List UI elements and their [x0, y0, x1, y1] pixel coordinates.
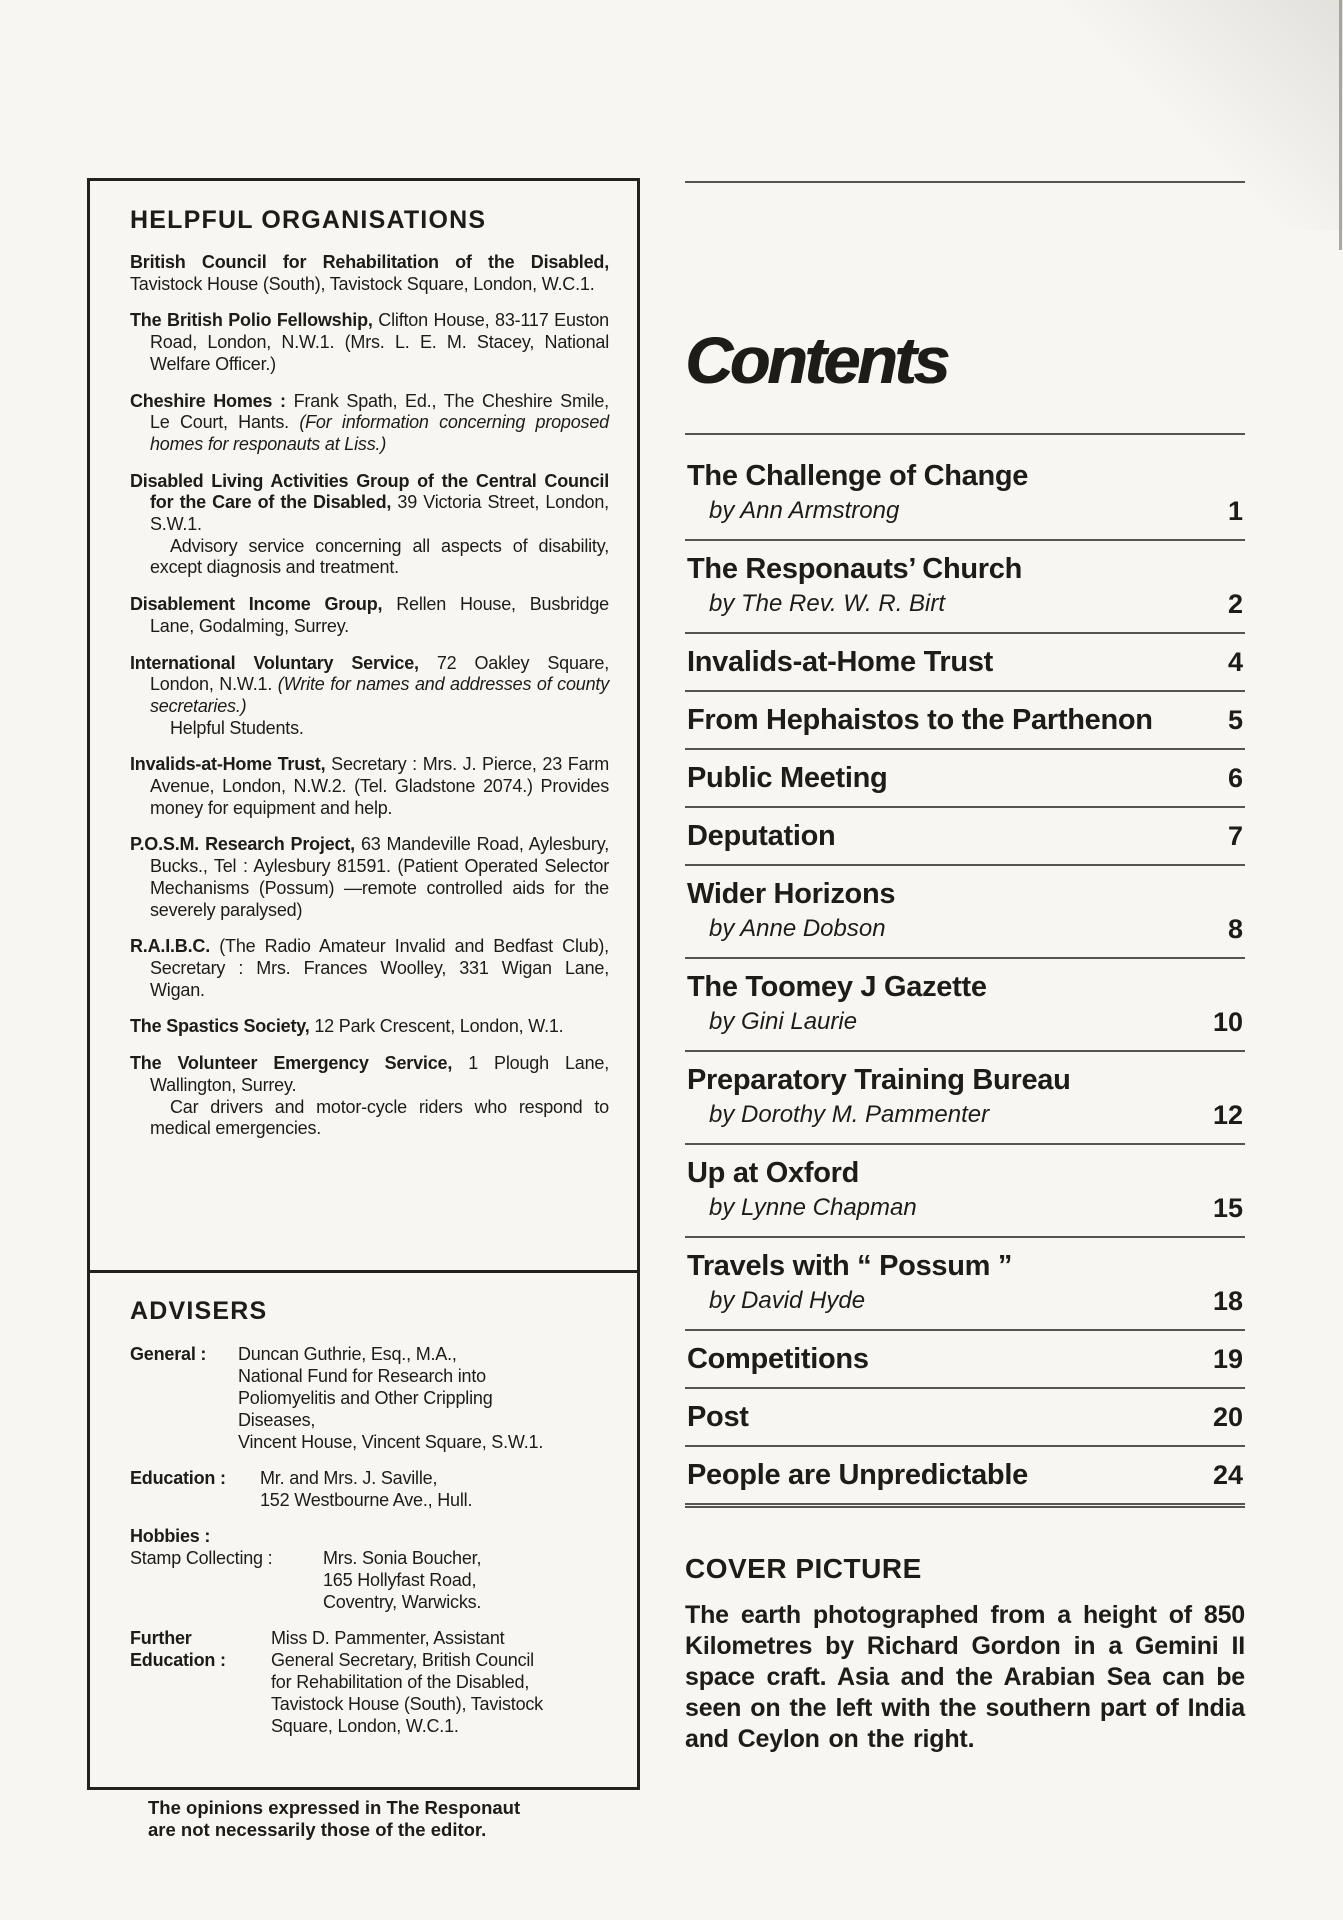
contents-row — [685, 1050, 1245, 1143]
article-title: The Challenge of Change — [687, 460, 1029, 492]
contents-list — [685, 433, 1245, 1503]
adviser-value-line: Coventry, Warwicks. — [323, 1592, 482, 1612]
org-detail: Clifton House, 83-117 Euston Road, London, N.W.1. (Mrs. L. E. M. Stacey, National Welfare Officer.) — [150, 310, 609, 374]
adviser-value-line: 165 Hollyfast Road, — [323, 1570, 477, 1590]
scan-edge-artifact — [1339, 0, 1342, 250]
adviser-value-line: Duncan Guthrie, Esq., M.A., — [238, 1344, 457, 1364]
org-detail: Frank Spath, Ed., The Cheshire Smile, Le Court, Hants. — [150, 390, 609, 433]
contents-row-text — [687, 878, 1218, 946]
article-page-number: 5 — [1227, 705, 1243, 735]
advisers-list — [130, 1343, 609, 1737]
contents-row-text — [687, 1250, 1203, 1318]
org-entry — [130, 471, 609, 580]
contents-row-text — [687, 1401, 1203, 1434]
contents-row — [685, 1387, 1245, 1445]
contents-row — [685, 1329, 1245, 1387]
contents-row — [685, 433, 1245, 539]
org-detail: (For information concerning proposed homes for responauts at Liss.) — [150, 412, 609, 454]
article-page-number: 24 — [1212, 1460, 1243, 1490]
org-name: Disabled Living Activities Group of the Central Council for the Care of the Disabled, — [130, 470, 609, 513]
org-detail: (Write for names and addresses of county secretaries.) — [150, 674, 610, 716]
org-name: The British Polio Fellowship, — [130, 310, 373, 331]
adviser-label — [130, 1467, 260, 1511]
article-byline: by David Hyde — [709, 1287, 866, 1314]
article-page-number: 10 — [1212, 1007, 1243, 1037]
adviser-row — [130, 1467, 609, 1511]
article-page-number: 19 — [1212, 1344, 1243, 1374]
contents-row — [685, 957, 1245, 1050]
contents-row-text — [687, 646, 1218, 679]
org-detail: 72 Oakley Square, London, N.W.1. — [150, 652, 609, 695]
org-name: R.A.I.B.C. — [130, 936, 211, 957]
contents-row — [685, 864, 1245, 957]
org-entry — [130, 936, 609, 1001]
contents-row — [685, 539, 1245, 632]
adviser-value-line: Miss D. Pammenter, Assistant — [271, 1628, 505, 1648]
top-rule — [685, 181, 1245, 183]
adviser-label — [130, 1627, 271, 1737]
contents-row-text — [687, 1157, 1203, 1225]
article-byline: by Dorothy M. Pammenter — [709, 1101, 990, 1128]
article-title: Post — [687, 1401, 749, 1433]
contents-row — [685, 806, 1245, 864]
contents-row-text — [687, 820, 1218, 853]
adviser-value — [323, 1547, 609, 1613]
org-entry-note: Helpful Students. — [170, 717, 304, 738]
article-page-number: 6 — [1227, 763, 1243, 793]
left-box — [87, 178, 640, 1790]
contents-row — [685, 632, 1245, 690]
org-entry — [130, 754, 609, 819]
contents-row — [685, 690, 1245, 748]
org-name: British Council for Rehabilitation of the Disabled, — [130, 252, 609, 272]
org-entry — [130, 391, 609, 456]
opinions-note-line2: are not necessarily those of the editor. — [148, 1818, 487, 1840]
adviser-value-line: 152 Westbourne Ave., Hull. — [260, 1490, 473, 1510]
opinions-note-line1: The opinions expressed in The Responaut — [148, 1797, 521, 1818]
contents-column — [685, 0, 1245, 1755]
org-name: International Voluntary Service, — [130, 652, 419, 673]
article-page-number: 1 — [1227, 496, 1243, 526]
org-detail: Secretary : Mrs. J. Pierce, 23 Farm Avenue, London, N.W.2. (Tel. Gladstone 2074.) Provides money for equipment and help. — [150, 754, 609, 818]
adviser-value — [260, 1467, 609, 1511]
helpful-organisations-section — [90, 181, 637, 1270]
double-rule — [685, 1503, 1245, 1508]
adviser-value-line: National Fund for Research into — [238, 1366, 486, 1386]
org-detail: Rellen House, Busbridge Lane, Godalming, Surrey. — [150, 594, 609, 636]
adviser-row — [130, 1343, 609, 1453]
org-name: Cheshire Homes : — [130, 390, 286, 411]
adviser-label-line: General : — [130, 1344, 207, 1364]
contents-row — [685, 748, 1245, 806]
org-entry — [130, 653, 609, 740]
org-detail: 63 Mandeville Road, Aylesbury, Bucks., Tel : Aylesbury 81591. (Patient Operated Selector Mechanisms (Possum) —remote controlled aids for the severely paralysed) — [150, 834, 609, 920]
org-entry — [130, 252, 609, 295]
adviser-value-line: Tavistock House (South), Tavistock — [271, 1694, 543, 1714]
org-entry — [130, 310, 609, 375]
adviser-value-line: Mr. and Mrs. J. Saville, — [260, 1468, 438, 1488]
contents-row — [685, 1236, 1245, 1329]
adviser-value-line: Square, London, W.C.1. — [271, 1716, 459, 1736]
article-page-number: 18 — [1212, 1286, 1243, 1316]
org-entry — [130, 834, 609, 921]
cover-picture-text: The earth photographed from a height of 850 Kilometres by Richard Gordon in a Gemini II space craft. Asia and the Arabian Sea can be seen on the left with the southern part of India and Ceylon on the right. — [685, 1601, 1245, 1753]
adviser-value-line: for Rehabilitation of the Disabled, — [271, 1672, 530, 1692]
article-byline: by Lynne Chapman — [709, 1194, 917, 1221]
cover-picture-title: COVER PICTURE — [685, 1553, 922, 1584]
article-title: From Hephaistos to the Parthenon — [687, 704, 1153, 736]
contents-row — [685, 1445, 1245, 1503]
org-name: Invalids-at-Home Trust, — [130, 754, 326, 775]
article-title: Preparatory Training Bureau — [687, 1064, 1071, 1096]
article-byline: by Ann Armstrong — [709, 497, 900, 524]
adviser-label-line: Education : — [130, 1468, 226, 1488]
helpful-organisations-title: HELPFUL ORGANISATIONS — [130, 206, 487, 234]
article-page-number: 12 — [1212, 1100, 1243, 1130]
article-byline: by Gini Laurie — [709, 1008, 858, 1035]
contents-row-text — [687, 704, 1218, 737]
article-title: Deputation — [687, 820, 836, 852]
adviser-value-line: Diseases, — [238, 1410, 316, 1430]
contents-row-text — [687, 762, 1218, 795]
adviser-label-line: Stamp Collecting : — [130, 1548, 273, 1568]
adviser-value-line: Vincent House, Vincent Square, S.W.1. — [238, 1432, 544, 1452]
article-title: Competitions — [687, 1343, 869, 1375]
org-entry-note: Car drivers and motor-cycle riders who respond to medical emergencies. — [150, 1096, 609, 1139]
adviser-label-line: Further — [130, 1628, 192, 1648]
contents-row-text — [687, 971, 1203, 1039]
article-byline: by Anne Dobson — [709, 915, 886, 942]
article-title: Travels with “ Possum ” — [687, 1250, 1013, 1282]
org-entry — [130, 594, 609, 637]
helpful-organisations-list — [130, 252, 609, 1140]
opinions-note — [148, 1797, 628, 1840]
adviser-row — [130, 1627, 609, 1737]
advisers-section — [90, 1273, 637, 1737]
adviser-value-line: Poliomyelitis and Other Crippling — [238, 1388, 493, 1408]
org-name: The Spastics Society, — [130, 1016, 310, 1037]
org-entry — [130, 1016, 609, 1038]
contents-row-text — [687, 1064, 1203, 1132]
adviser-value — [238, 1343, 609, 1453]
article-title: The Toomey J Gazette — [687, 971, 987, 1003]
contents-row-text — [687, 1459, 1203, 1492]
adviser-label — [130, 1547, 323, 1613]
org-entry-note: Advisory service concerning all aspects of disability, except diagnosis and treatment. — [150, 535, 609, 578]
advisers-title: ADVISERS — [130, 1297, 268, 1325]
article-title: Public Meeting — [687, 762, 888, 794]
contents-row-text — [687, 1343, 1203, 1376]
article-title: People are Unpredictable — [687, 1459, 1028, 1491]
article-page-number: 8 — [1227, 914, 1243, 944]
article-page-number: 15 — [1212, 1193, 1243, 1223]
adviser-value-line: Mrs. Sonia Boucher, — [323, 1548, 482, 1568]
contents-row-text — [687, 553, 1218, 621]
article-title: The Responauts’ Church — [687, 553, 1022, 585]
contents-row — [685, 1143, 1245, 1236]
article-page-number: 4 — [1227, 647, 1243, 677]
org-name: Disablement Income Group, — [130, 594, 383, 615]
org-detail: (The Radio Amateur Invalid and Bedfast Club), Secretary : Mrs. Frances Woolley, 331 Wigan Lane, Wigan. — [150, 936, 609, 1000]
article-page-number: 7 — [1227, 821, 1243, 851]
article-title: Wider Horizons — [687, 878, 896, 910]
org-name: The Volunteer Emergency Service, — [130, 1053, 453, 1074]
adviser-label — [130, 1343, 238, 1453]
article-byline: by The Rev. W. R. Birt — [709, 590, 946, 617]
article-page-number: 20 — [1212, 1402, 1243, 1432]
article-page-number: 2 — [1227, 589, 1243, 619]
contents-title: Contents — [685, 323, 947, 397]
adviser-label-line: Education : — [130, 1650, 226, 1670]
article-title: Up at Oxford — [687, 1157, 860, 1189]
adviser-row — [130, 1547, 609, 1613]
adviser-value — [271, 1627, 609, 1737]
adviser-category-heading: Hobbies : — [130, 1526, 211, 1546]
org-detail: 39 Victoria Street, London, S.W.1. — [150, 492, 609, 535]
org-entry — [130, 1053, 609, 1140]
contents-row-text — [687, 460, 1218, 528]
org-detail: 1 Plough Lane, Wallington, Surrey. — [150, 1053, 609, 1095]
org-detail: 12 Park Crescent, London, W.1. — [309, 1016, 564, 1037]
org-detail: Tavistock House (South), Tavistock Square, London, W.C.1. — [130, 273, 595, 294]
adviser-value-line: General Secretary, British Council — [271, 1650, 534, 1670]
org-name: P.O.S.M. Research Project, — [130, 834, 355, 855]
article-title: Invalids-at-Home Trust — [687, 646, 994, 678]
